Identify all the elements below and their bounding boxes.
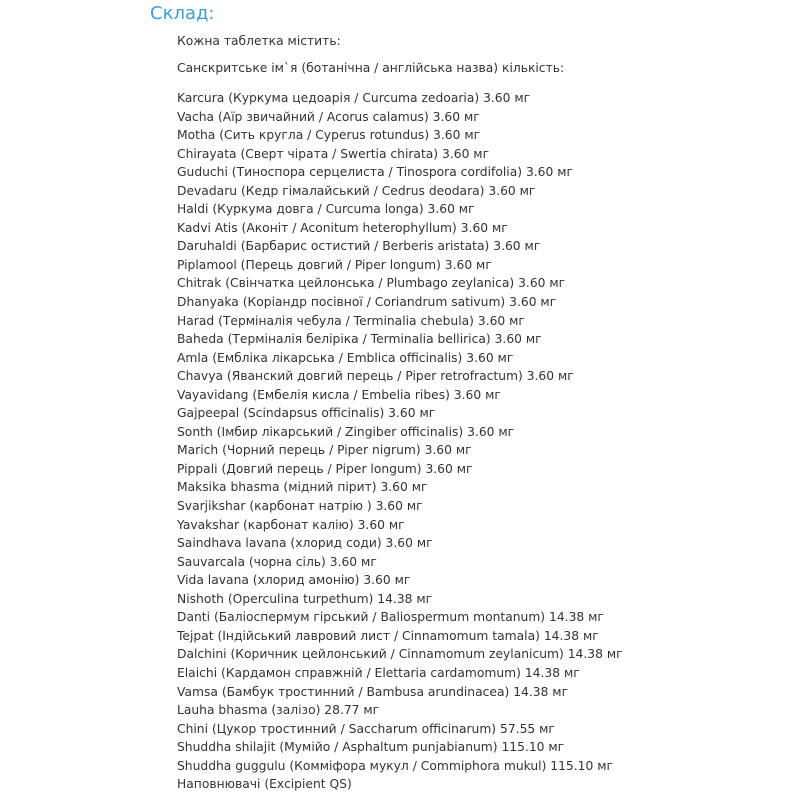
ingredient-item: Lauha bhasma (залізо) 28.77 мг: [177, 703, 380, 718]
ingredient-item: Dhanyaka (Коріандр посівної / Coriandrum sativum) 3.60 мг: [177, 295, 557, 310]
ingredient-item: Chavya (Яванский довгий перець / Piper retrofractum) 3.60 мг: [177, 369, 574, 384]
ingredient-item: Daruhaldi (Барбарис остистий / Berberis aristata) 3.60 мг: [177, 239, 541, 254]
ingredient-item: Dalchini (Коричник цейлонський / Cinnamomum zeylanicum) 14.38 мг: [177, 647, 623, 662]
ingredient-item: Karcura (Куркума цедоарія / Curcuma zedoaria) 3.60 мг: [177, 91, 531, 105]
ingredient-item: Harad (Терміналія чебула / Terminalia chebula) 3.60 мг: [177, 313, 525, 328]
ingredient-item: Yavakshar (карбонат калію) 3.60 мг: [177, 517, 405, 532]
ingredient-item: Motha (Сить кругла / Cyperus rotundus) 3.60 мг: [177, 128, 481, 143]
ingredient-item: Kadvi Atis (Аконіт / Aconitum heterophyllum) 3.60 мг: [177, 220, 508, 235]
ingredient-item: Maksika bhasma (мідний пірит) 3.60 мг: [177, 480, 428, 495]
ingredient-item: Shuddha shilajit (Мумійо / Asphaltum punjabianum) 115.10 мг: [177, 740, 565, 755]
ingredient-item: Наповнювачі (Excipient QS): [177, 777, 352, 792]
ingredient-item: Vida lavana (хлорид амонію) 3.60 мг: [177, 573, 411, 588]
ingredient-item: Guduchi (Тиноспора серцелиста / Tinospora cordifolia) 3.60 мг: [177, 165, 573, 180]
ingredient-item: Danti (Баліоспермум гірський / Baliospermum montanum) 14.38 мг: [177, 610, 604, 625]
ingredient-item: Chirayata (Сверт чірата / Swertia chirata) 3.60 мг: [177, 146, 490, 161]
ingredient-item: Chini (Цукор тростинний / Saccharum officinarum) 57.55 мг: [177, 721, 555, 736]
section-title: Склад:: [150, 3, 215, 24]
ingredient-item: Saindhava lavana (хлорид соди) 3.60 мг: [177, 536, 433, 551]
ingredient-item: Piplamool (Перець довгий / Piper longum) 3.60 мг: [177, 257, 492, 272]
ingredient-item: Shuddha guggulu (Комміфора мукул / Commiphora mukul) 115.10 мг: [177, 758, 613, 773]
ingredient-item: Tejpat (Індійський лавровий лист / Cinnamomum tamala) 14.38 мг: [177, 628, 599, 643]
ingredient-item: Sonth (Імбир лікарський / Zingiber officinalis) 3.60 мг: [177, 424, 515, 439]
ingredient-item: Elaichi (Кардамон справжній / Elettaria cardamomum) 14.38 мг: [177, 665, 580, 680]
ingredient-list: [177, 89, 623, 794]
columns-note: Санскритське ім`я (ботанічна / англійська назва) кількість:: [177, 61, 565, 75]
ingredient-item: Sauvarcala (чорна сіль) 3.60 мг: [177, 554, 377, 569]
ingredient-item: Svarjikshar (карбонат натрію ) 3.60 мг: [177, 499, 423, 514]
ingredient-item: Baheda (Терміналія беліріка / Terminalia bellirica) 3.60 мг: [177, 332, 542, 347]
ingredient-item: Amla (Ембліка лікарська / Emblica officinalis) 3.60 мг: [177, 350, 514, 365]
ingredient-item: Vamsa (Бамбук тростинний / Bambusa arundinacea) 14.38 мг: [177, 684, 569, 699]
ingredient-item: Nishoth (Operculina turpethum) 14.38 мг: [177, 591, 433, 606]
ingredient-item: Haldi (Куркума довга / Curcuma longa) 3.60 мг: [177, 202, 475, 217]
ingredient-item: Marich (Чорний перець / Piper nigrum) 3.60 мг: [177, 443, 472, 458]
ingredient-item: Devadaru (Кедр гімалайський / Cedrus deodara) 3.60 мг: [177, 183, 536, 198]
ingredient-item: Gajpeepal (Scindapsus officinalis) 3.60 мг: [177, 406, 436, 421]
ingredient-item: Vayavidang (Ембелія кисла / Embelia ribes) 3.60 мг: [177, 387, 501, 402]
ingredient-item: Pippali (Довгий перець / Piper longum) 3.60 мг: [177, 461, 473, 476]
ingredient-item: Vacha (Аїр звичайний / Acorus calamus) 3.60 мг: [177, 109, 480, 124]
intro-text: Кожна таблетка містить:: [177, 34, 341, 48]
ingredient-item: Chitrak (Свінчатка цейлонська / Plumbago zeylanica) 3.60 мг: [177, 276, 566, 291]
